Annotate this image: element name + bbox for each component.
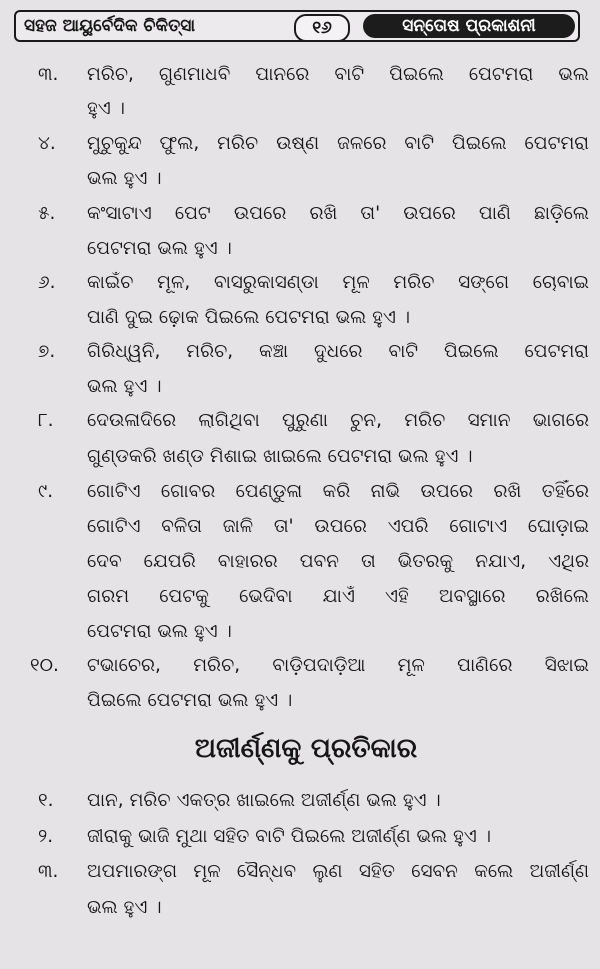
item-text-line: ଗୋଟିଏ ଗୋବର ପେଣ୍ଡୁଳା କରି ନାଭି ଉପରେ ରଖି ତହିଁରେ: [87, 481, 589, 502]
item-text-line: ମରିଚ, ଗୁଣମାଧବି ପାନରେ ବାଟି ପିଇଲେ ପେଟମରା ଭଲ: [87, 64, 589, 85]
item-text-line: ପେଟମରା ଭଲ ହୁଏ ।: [87, 621, 232, 642]
item-text-line: ହୁଏ ।: [87, 98, 125, 119]
item-text-line: ଦେବ ଯେପରି ବାହାରର ପବନ ତା ଭିତରକୁ ନଯାଏ, ଏଥିର: [87, 551, 589, 572]
item-text-line: ଭଲ ହୁଏ ।: [87, 168, 162, 189]
item-number: ୮.: [38, 410, 54, 431]
item-text-line: ପେଟମରା ଭଲ ହୁଏ ।: [87, 238, 232, 259]
item-text-line: ପାଣି ଦୁଇ ଢ଼ୋକ ପିଇଲେ ପେଟମରା ଭଲ ହୁଏ ।: [87, 307, 411, 328]
item-text-line: ମୁଚୁକୁନ୍ଦ ଫୁଲ, ମରିଚ ଉଷ୍ଣ ଜଳରେ ବାଟି ପିଇଲେ ପେଟମରା: [87, 133, 589, 154]
item-text-line: ପାନ, ମରିଚ ଏକତ୍ର ଖାଇଲେ ଅଜୀର୍ଣ୍ଣ ଭଲ ହୁଏ ।: [87, 790, 441, 811]
item-number: ୫.: [38, 203, 56, 224]
item-text-line: ଦେଉଳାଦିରେ ଲାଗିଥିବା ପୁରୁଣା ଚୁନ, ମରିଚ ସମାନ ଭାଗରେ: [87, 410, 589, 431]
item-text-line: ଗରମ ପେଟକୁ ଭେଦିବା ଯାଏଁ ଏହି ଅବସ୍ଥାରେ ରଖିଲେ: [87, 586, 589, 607]
item-number: ୨.: [38, 826, 54, 847]
item-number: ୭.: [38, 341, 56, 362]
item-text-line: ଭଲ ହୁଏ ।: [87, 897, 162, 918]
page-number: ୧୬: [294, 14, 350, 42]
item-text-line: କଂସାଟାଏ ପେଟ ଉପରେ ରଖି ତା' ଉପରେ ପାଣି ଛାଡ଼ିଲେ: [87, 203, 589, 224]
item-text-line: ଅପମାରଙ୍ଗ ମୂଳ ସୈନ୍ଧବ ଲୁଣ ସହିତ ସେବନ କଲେ ଅଜୀର୍ଣ୍ଣ: [87, 861, 589, 882]
item-text-line: ଗିରିଧ୍ୱନି, ମରିଚ, କଞ୍ଚା ଦୁଧରେ ବାଟି ପିଇଲେ ପେଟମରା: [87, 341, 589, 362]
item-text-line: ଜୀରାକୁ ଭାଜି ମୁଥା ସହିତ ବାଟି ପିଇଲେ ଅଜୀର୍ଣ୍ଣ ଭଲ ହୁଏ ।: [87, 826, 492, 847]
item-text-line: ପିଇଲେ ପେଟମରା ଭଲ ହୁଏ ।: [87, 690, 293, 711]
item-text-line: ଗୁଣ୍ଡକରି ଖଣ୍ଡ ମିଶାଇ ଖାଇଲେ ପେଟମରା ଭଲ ହୁଏ ।: [87, 446, 473, 467]
book-title: ସହଜ ଆୟୁର୍ବେଦିକ ଚିକିତ୍ସା: [24, 16, 196, 36]
page-header: [14, 10, 580, 42]
item-number: ୯.: [38, 481, 54, 502]
item-text-line: ଭଲ ହୁଏ ।: [87, 376, 162, 397]
item-text-line: ଟଭାଚେର, ମରିଚ, ବାଡ଼ିପଦାଡ଼ିଆ ମୂଳ ପାଣିରେ ସିଝାଇ: [87, 655, 589, 676]
section-heading: ଅଜୀର୍ଣ୍ଣକୁ ପ୍ରତିକାର: [194, 733, 418, 764]
publisher-name: ସନ୍ତୋଷ ପ୍ରକାଶନୀ: [363, 14, 575, 38]
item-number: ୩.: [38, 64, 59, 85]
item-text-line: କାଇଁଚ ମୂଳ, ବାସରୁକାସଣ୍ଡା ମୂଳ ମରିଚ ସଙ୍ଗେ ଚୋବାଇ: [87, 272, 589, 293]
item-number: ୧୦.: [30, 655, 59, 676]
item-number: ୩.: [38, 861, 59, 882]
item-number: ୬.: [38, 272, 56, 293]
item-number: ୪.: [38, 133, 56, 154]
item-number: ୧.: [38, 790, 54, 811]
item-text-line: ଗୋଟିଏ ବଳିତା ଜାଳି ତା' ଉପରେ ଏପରି ଗୋଟାଏ ଘୋଡ଼ାଇ: [87, 516, 589, 537]
